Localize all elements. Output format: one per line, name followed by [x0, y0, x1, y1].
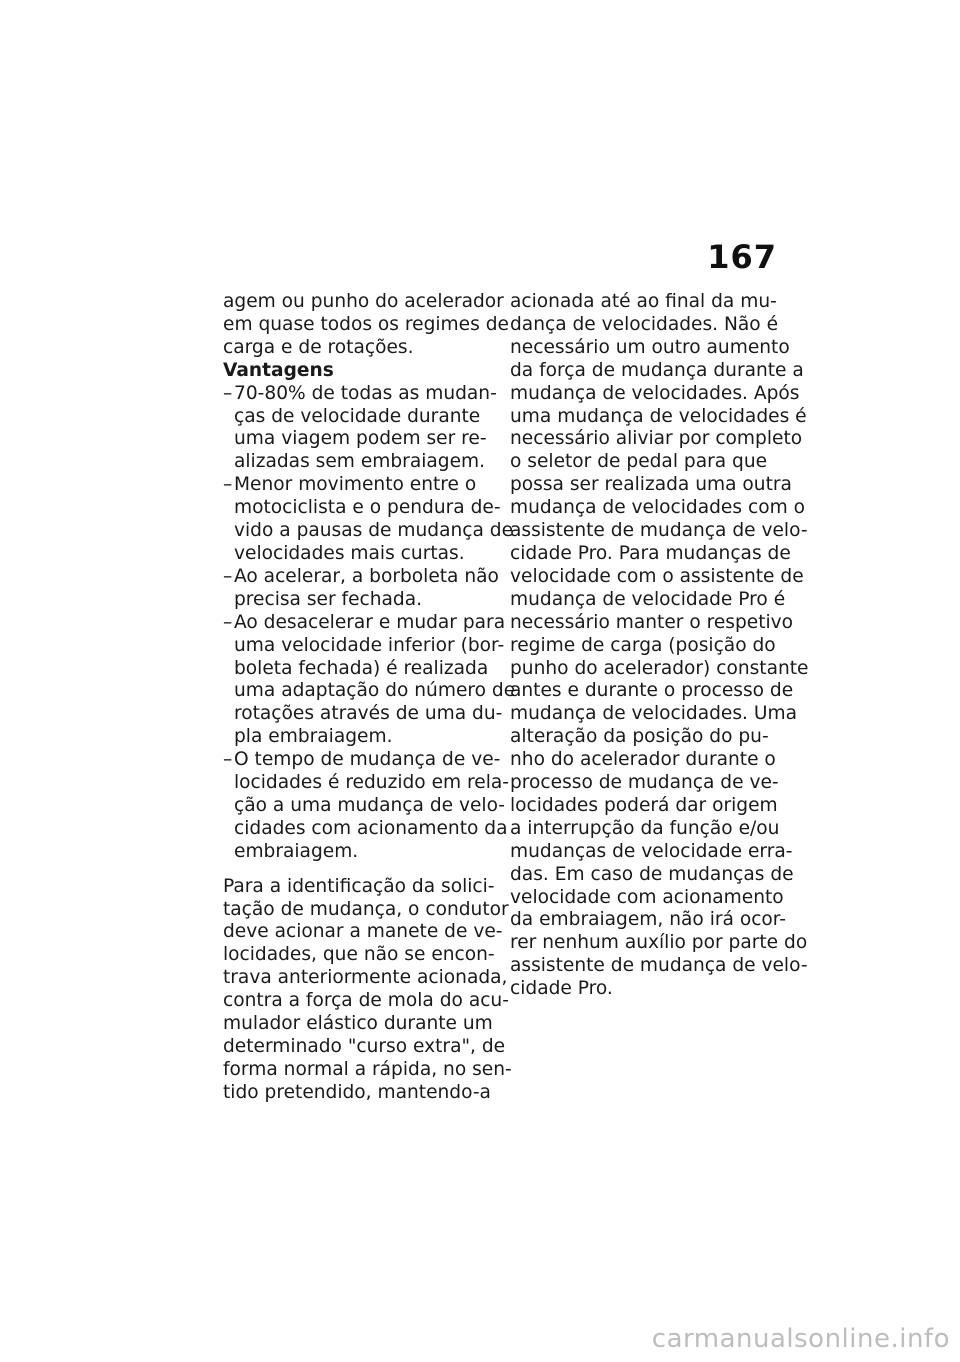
text-line: necessário um outro aumento [510, 336, 790, 358]
list-item [223, 474, 514, 566]
text-line: determinado "curso extra", de [223, 1036, 506, 1057]
text-line: alteração da posição do pu- [510, 726, 769, 748]
text-line: 70-80% de todas as mudan- [234, 382, 497, 404]
text-line: mudanças de velocidade erra- [510, 840, 793, 862]
text-line: mulador elástico durante um [223, 1013, 493, 1035]
text-line: tido pretendido, mantendo-a [223, 1081, 491, 1103]
text-line: cidades com acionamento da [234, 817, 508, 839]
dash-marker: – [223, 565, 233, 587]
text-line: locidades é reduzido em rela- [234, 772, 510, 794]
text-line: ção a uma mudança de velo- [234, 794, 506, 816]
text-line: cidade Pro. Para mudanças de [510, 542, 791, 564]
text-line: dança de velocidades. Não é [510, 313, 779, 335]
text-line: precisa ser fechada. [234, 588, 423, 610]
text-line: mudança de velocidade Pro é [510, 588, 786, 610]
text-line: rer nenhum auxílio por parte do [510, 932, 808, 954]
section-heading: Vantagens [223, 359, 334, 381]
advantages-list [223, 382, 516, 864]
text-line: vido a pausas de mudança de [234, 520, 514, 542]
text-line: a interrupção da função e/ou [510, 817, 780, 839]
text-line: o seletor de pedal para que [510, 451, 768, 473]
text-line: da embraiagem, não irá ocor- [510, 909, 786, 931]
text-line: locidades poderá dar origem [510, 794, 778, 816]
text-line: mudança de velocidades. Após [510, 382, 800, 404]
text-line: pla embraiagem. [234, 726, 393, 748]
text-line: agem ou punho do acelerador [223, 291, 504, 312]
text-line: O tempo de mudança de ve- [234, 749, 501, 771]
text-line: trava anteriormente acionada, [223, 967, 508, 989]
text-line: ças de velocidade durante [234, 405, 481, 427]
dash-marker: – [223, 749, 233, 771]
text-line: nho do acelerador durante o [510, 749, 776, 771]
text-line: mudança de velocidades com o [510, 497, 805, 519]
text-line: antes e durante o processo de [510, 680, 794, 702]
text-line: velocidades mais curtas. [234, 542, 465, 564]
text-line: locidades, que não se encon- [223, 944, 495, 966]
text-line: assistente de mudança de velo- [510, 520, 808, 542]
text-line: uma viagem podem ser re- [234, 428, 487, 450]
text-line: Ao desacelerar e mudar para [234, 611, 506, 633]
text-line: forma normal a rápida, no sen- [223, 1058, 512, 1080]
text-line: contra a força de mola do acu- [223, 990, 509, 1012]
closing-paragraph [223, 875, 512, 1105]
text-line: em quase todos os regimes de [223, 313, 509, 335]
text-line: Ao acelerar, a borboleta não [234, 565, 499, 587]
text-line: tação de mudança, o condutor [223, 898, 509, 920]
list-item [223, 382, 497, 475]
text-line: necessário aliviar por completo [510, 428, 803, 450]
text-line: Menor movimento entre o [234, 474, 477, 496]
list-item [223, 611, 516, 749]
list-item [223, 565, 499, 612]
text-line: rotações através de uma du- [234, 703, 503, 725]
text-line: regime de carga (posição do [510, 634, 776, 656]
text-line: uma adaptação do número de [234, 680, 516, 702]
intro-paragraph [223, 291, 509, 360]
text-line: boleta fechada) é realizada [234, 657, 489, 679]
right-column [510, 291, 809, 1001]
text-line: cidade Pro. [510, 978, 613, 1000]
text-line: da força de mudança durante a [510, 359, 804, 381]
text-line: uma velocidade inferior (bor- [234, 634, 505, 656]
text-line: mudança de velocidades. Uma [510, 703, 797, 725]
left-column [223, 291, 516, 1105]
text-line: velocidade com acionamento [510, 886, 784, 908]
text-line: processo de mudança de ve- [510, 772, 779, 794]
continuation-paragraph [510, 291, 809, 1001]
list-item [223, 749, 510, 864]
dash-marker: – [223, 611, 233, 633]
text-line: Para a identificação da solici- [223, 875, 495, 897]
text-line: das. Em caso de mudanças de [510, 863, 794, 885]
page-number: 167 [707, 238, 777, 276]
text-line: velocidade com o assistente de [510, 565, 804, 587]
watermark: carmanualsonline.info [651, 1324, 950, 1354]
text-line: uma mudança de velocidades é [510, 405, 807, 427]
text-line: possa ser realizada uma outra [510, 474, 792, 496]
text-line: punho do acelerador) constante [510, 657, 809, 679]
text-line: embraiagem. [234, 840, 359, 862]
text-line: acionada até ao final da mu- [510, 291, 777, 312]
dash-marker: – [223, 474, 233, 496]
text-line: alizadas sem embraiagem. [234, 451, 486, 473]
dash-marker: – [223, 382, 233, 404]
text-line: carga e de rotações. [223, 336, 414, 358]
text-line: deve acionar a manete de ve- [223, 921, 503, 943]
text-line: motociclista e o pendura de- [234, 497, 501, 519]
text-line: necessário manter o respetivo [510, 611, 794, 633]
text-line: assistente de mudança de velo- [510, 955, 808, 977]
